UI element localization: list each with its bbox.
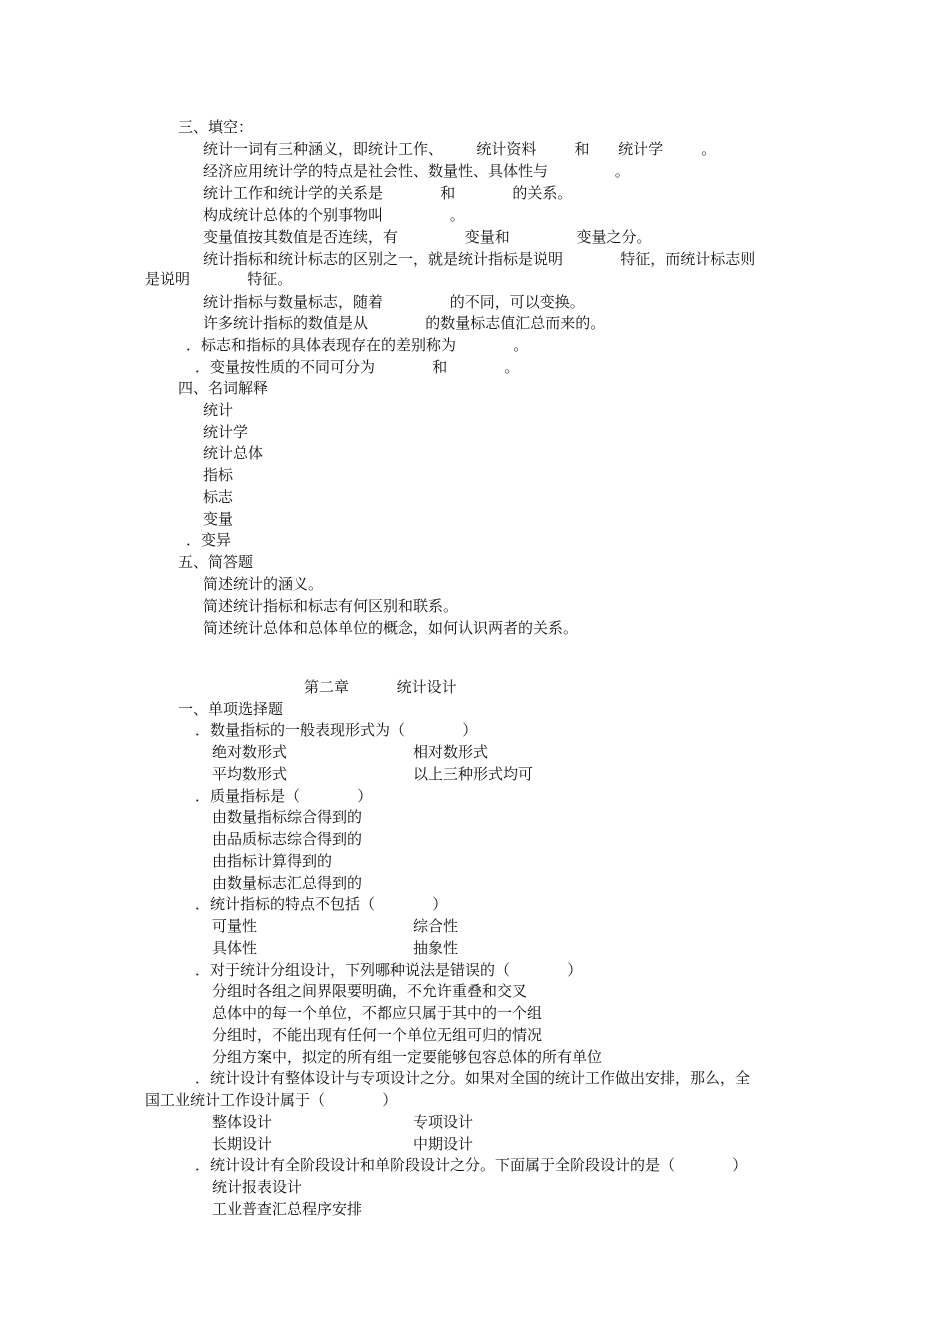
term-item: 指标	[203, 466, 234, 484]
option: 工业普查汇总程序安排	[212, 1200, 363, 1218]
question: ．质量指标是（ ）	[195, 787, 373, 805]
option: 以上三种形式均可	[413, 765, 534, 783]
option: 由品质标志综合得到的	[212, 830, 363, 848]
short-answer-item: 简述统计总体和总体单位的概念，如何认识两者的关系。	[203, 619, 579, 637]
section-heading: 四、名词解释	[178, 379, 269, 397]
option: 分组方案中，拟定的所有组一定要能够包容总体的所有单位	[212, 1048, 603, 1066]
fill-item: 变量值按其数值是否连续，有 变量和 变量之分。	[203, 228, 652, 246]
option: 专项设计	[413, 1113, 474, 1131]
question: ．统计指标的特点不包括（ ）	[195, 895, 448, 913]
fill-item: 统计指标和统计标志的区别之一，就是统计指标是说明 特征，而统计标志则	[203, 250, 756, 268]
short-answer-item: 简述统计指标和标志有何区别和联系。	[203, 597, 459, 615]
question: ．数量指标的一般表现形式为（ ）	[195, 721, 478, 739]
option: 具体性	[212, 939, 258, 957]
option: 长期设计	[212, 1135, 273, 1153]
question-continued: 国工业统计工作设计属于（ ）	[145, 1091, 398, 1109]
option: 抽象性	[413, 939, 459, 957]
option: 平均数形式	[212, 765, 288, 783]
term-item: 变量	[203, 510, 234, 528]
option: 相对数形式	[413, 743, 489, 761]
fill-item: ．标志和指标的具体表现存在的差别称为 。	[186, 336, 529, 354]
fill-item: 统计指标与数量标志，随着 的不同，可以变换。	[203, 293, 585, 311]
fill-item-continued: 是说明 特征。	[145, 270, 293, 288]
chapter-title: 第二章 统计设计	[304, 678, 457, 696]
option: 总体中的每一个单位，不都应只属于其中的一个组	[212, 1004, 543, 1022]
term-item: 统计总体	[203, 444, 264, 462]
fill-item: 统计工作和统计学的关系是 和 的关系。	[203, 184, 573, 202]
option: 绝对数形式	[212, 743, 288, 761]
short-answer-item: 简述统计的涵义。	[203, 575, 324, 593]
term-item: 统计	[203, 401, 234, 419]
section-heading: 三、填空：	[178, 118, 254, 136]
question: ．对于统计分组设计，下列哪种说法是错误的（ ）	[195, 961, 583, 979]
fill-item: ．变量按性质的不同可分为 和 。	[195, 358, 520, 376]
option: 整体设计	[212, 1113, 273, 1131]
option: 由数量指标综合得到的	[212, 808, 363, 826]
section-heading: 五、简答题	[178, 553, 254, 571]
option: 可量性	[212, 917, 258, 935]
fill-item: 构成统计总体的个别事物叫 。	[203, 206, 465, 224]
term-item: 统计学	[203, 423, 249, 441]
fill-item: 统计一词有三种涵义，即统计工作、 统计资料 和 统计学 。	[203, 140, 717, 158]
term-item: ．变异	[186, 531, 232, 549]
option: 由指标计算得到的	[212, 852, 333, 870]
section-heading: 一、单项选择题	[178, 700, 284, 718]
option: 分组时各组之间界限要明确，不允许重叠和交叉	[212, 982, 528, 1000]
question: ．统计设计有整体设计与专项设计之分。如果对全国的统计工作做出安排，那么，全	[195, 1069, 751, 1087]
option: 统计报表设计	[212, 1178, 303, 1196]
fill-item: 许多统计指标的数值是从 的数量标志值汇总而来的。	[203, 314, 606, 332]
option: 由数量标志汇总得到的	[212, 874, 363, 892]
fill-item: 经济应用统计学的特点是社会性、数量性、具体性与 。	[203, 162, 630, 180]
question: ．统计设计有全阶段设计和单阶段设计之分。下面属于全阶段设计的是（ ）	[195, 1156, 748, 1174]
term-item: 标志	[203, 488, 234, 506]
option: 分组时，不能出现有任何一个单位无组可归的情况	[212, 1026, 543, 1044]
option: 中期设计	[413, 1135, 474, 1153]
option: 综合性	[413, 917, 459, 935]
